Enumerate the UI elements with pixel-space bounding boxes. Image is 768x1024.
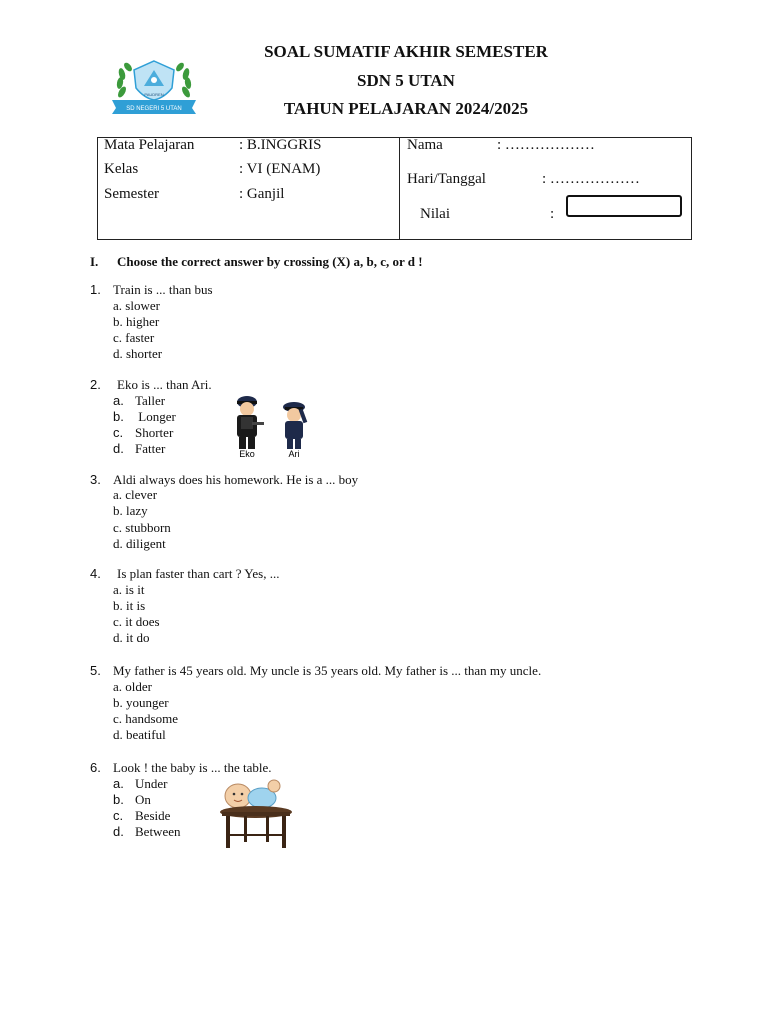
nilai-score-box[interactable] xyxy=(566,195,682,217)
section-number: I. xyxy=(90,254,99,269)
nama-label: Nama xyxy=(407,137,443,153)
option-5d[interactable]: d. beatiful xyxy=(113,727,166,742)
mapel-value: : B.INGGRIS xyxy=(239,137,322,153)
option-4a[interactable]: a. is it xyxy=(113,582,145,597)
exam-title: SOAL SUMATIF AKHIR SEMESTER xyxy=(264,42,548,61)
question-number: 4. xyxy=(90,566,101,581)
option-3a[interactable]: a. clever xyxy=(113,487,158,502)
option-1c[interactable]: c. faster xyxy=(113,330,155,345)
option-6a[interactable]: a. Under xyxy=(113,776,168,791)
question-text: Is plan faster than cart ? Yes, ... xyxy=(117,566,280,581)
option-3d[interactable]: d. diligent xyxy=(113,536,166,551)
question-text: Train is ... than bus xyxy=(113,282,213,297)
question-number: 2. xyxy=(90,377,101,392)
question-number: 6. xyxy=(90,760,101,775)
option-6b[interactable]: b. On xyxy=(113,792,151,807)
option-3b[interactable]: b. lazy xyxy=(113,503,148,518)
question-text: Aldi always does his homework. He is a ... boy xyxy=(113,472,359,487)
school-name: SDN 5 UTAN xyxy=(357,71,455,90)
option-5a[interactable]: a. older xyxy=(113,679,152,694)
question-number: 5. xyxy=(90,663,101,678)
section-instruction: Choose the correct answer by crossing (X) a, b, c, or d ! xyxy=(117,254,423,269)
ari-caption: Ari xyxy=(288,449,300,459)
option-2d[interactable]: d. Fatter xyxy=(113,441,166,456)
question-text: Eko is ... than Ari. xyxy=(117,377,212,392)
question-number: 3. xyxy=(90,472,101,487)
option-5b[interactable]: b. younger xyxy=(113,695,169,710)
option-5c[interactable]: c. handsome xyxy=(113,711,178,726)
option-4d[interactable]: d. it do xyxy=(113,630,150,645)
question-number: 1. xyxy=(90,282,101,297)
mapel-label: Mata Pelajaran xyxy=(104,137,195,153)
ari-figure xyxy=(283,402,307,459)
option-3c[interactable]: c. stubborn xyxy=(113,520,171,535)
option-2c[interactable]: c. Shorter xyxy=(113,425,174,440)
option-2a[interactable]: a. Taller xyxy=(113,393,166,408)
option-4b[interactable]: b. it is xyxy=(113,598,146,613)
question-text: Look ! the baby is ... the table. xyxy=(113,760,272,775)
school-logo xyxy=(108,58,200,114)
nilai-colon: : xyxy=(550,206,555,222)
hari-label: Hari/Tanggal xyxy=(407,171,486,187)
baby-table-illustration xyxy=(216,778,296,852)
nilai-label: Nilai xyxy=(420,206,450,222)
option-1a[interactable]: a. slower xyxy=(113,298,160,313)
school-year: TAHUN PELAJARAN 2024/2025 xyxy=(283,99,529,118)
hari-field[interactable]: : ……………… xyxy=(542,171,640,187)
semester-label: Semester xyxy=(104,186,159,202)
logo-brand-text: PAUDREN xyxy=(144,92,164,97)
question-text: My father is 45 years old. My uncle is 35 years old. My father is ... than my uncle. xyxy=(113,663,542,678)
option-6d[interactable]: d. Between xyxy=(113,824,181,839)
police-illustration xyxy=(228,394,316,460)
nama-field[interactable]: : ……………… xyxy=(497,137,595,153)
option-1d[interactable]: d. shorter xyxy=(113,346,163,361)
logo-banner-text: SD NEGERI 5 UTAN xyxy=(126,106,182,112)
semester-value: : Ganjil xyxy=(239,186,285,202)
kelas-value: : VI (ENAM) xyxy=(239,161,321,177)
eko-figure xyxy=(237,396,264,459)
eko-caption: Eko xyxy=(239,449,255,459)
option-6c[interactable]: c. Beside xyxy=(113,808,171,823)
option-1b[interactable]: b. higher xyxy=(113,314,160,329)
option-2b[interactable]: b. Longer xyxy=(113,409,176,424)
identity-table-divider xyxy=(399,137,400,240)
kelas-label: Kelas xyxy=(104,161,139,177)
option-4c[interactable]: c. it does xyxy=(113,614,160,629)
